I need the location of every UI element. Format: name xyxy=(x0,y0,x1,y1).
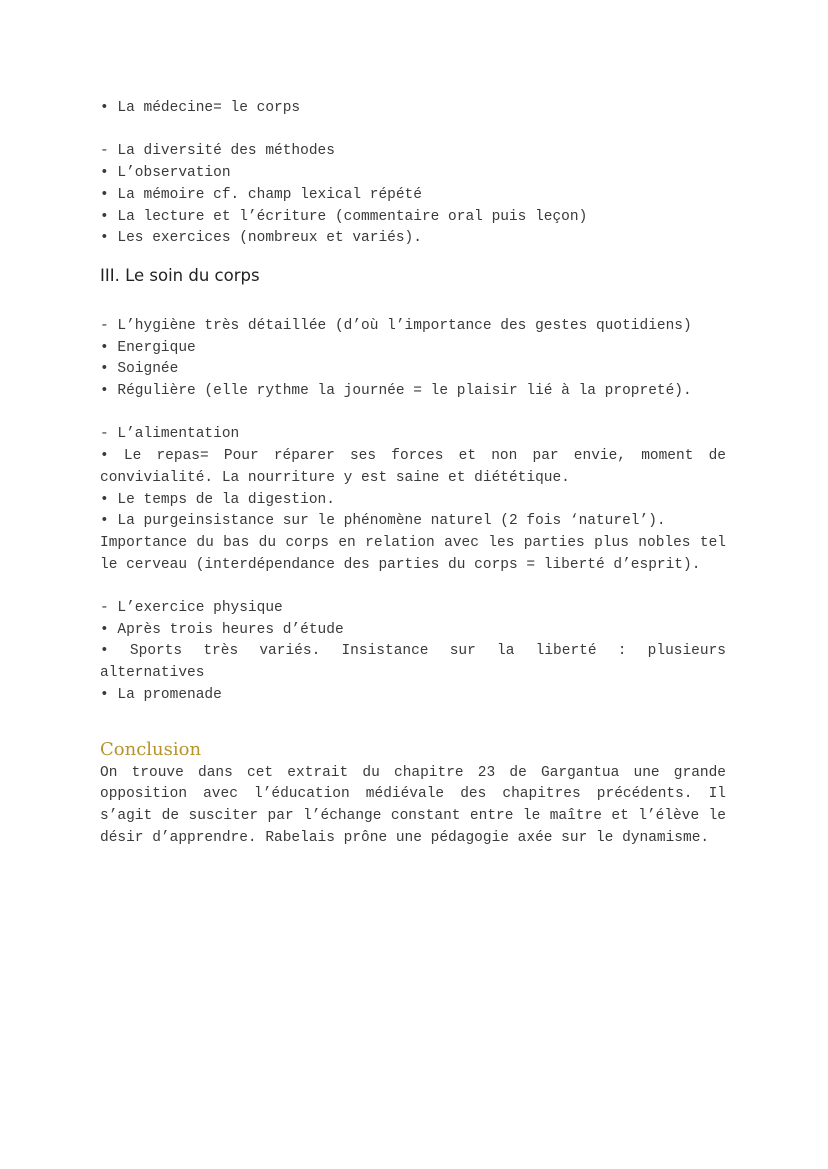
alimentation-block xyxy=(100,424,726,576)
section-title-soin-du-corps: III. Le soin du corps xyxy=(100,265,260,285)
conclusion-title: Conclusion xyxy=(100,738,202,760)
bullet-medecine: • La médecine= le corps xyxy=(100,100,301,116)
hygiene-item: • Energique xyxy=(100,339,196,356)
methods-item: • La lecture et l’écriture (commentaire oral puis leçon) xyxy=(100,208,588,225)
medicine-block xyxy=(100,98,726,120)
exercice-block xyxy=(100,598,726,707)
exercice-heading: - L’exercice physique xyxy=(100,600,283,617)
hygiene-heading: - L’hygiène très détaillée (d’où l’importance des gestes quotidiens) xyxy=(100,317,692,334)
exercice-item: • Sports très variés. Insistance sur la liberté : plusieurs alternatives xyxy=(100,643,726,682)
exercice-item: • La promenade xyxy=(100,686,222,703)
methods-block xyxy=(100,141,726,250)
spacer xyxy=(100,576,726,598)
conclusion-text: On trouve dans cet extrait du chapitre 23 de Gargantua une grande opposition avec l’éducation médiévale des chapitres précédents. Il s’agit de susciter par l’échange constant entre le maître et l’élève le désir d’apprendre. Rabelais prône une pédagogie axée sur le dynamisme. xyxy=(100,764,726,846)
methods-item: • La mémoire cf. champ lexical répété xyxy=(100,186,422,203)
document-page xyxy=(100,98,726,849)
conclusion-block xyxy=(100,763,726,850)
hygiene-block xyxy=(100,316,726,403)
spacer xyxy=(100,403,726,425)
spacer xyxy=(100,707,726,725)
spacer xyxy=(100,288,726,316)
alimentation-item: • La purgeinsistance sur le phénomène naturel (2 fois ‘naturel’). xyxy=(100,513,666,530)
spacer xyxy=(100,120,726,142)
alimentation-heading: - L’alimentation xyxy=(100,426,240,443)
alimentation-item: • Le repas= Pour réparer ses forces et non par envie, moment de convivialité. La nourriture y est saine et diététique. xyxy=(100,448,726,486)
alimentation-item: • Le temps de la digestion. xyxy=(100,491,335,508)
hygiene-item: • Soignée xyxy=(100,361,179,378)
methods-item: • Les exercices (nombreux et variés). xyxy=(100,230,422,247)
alimentation-paragraph: Importance du bas du corps en relation avec les parties plus nobles tel le cerveau (interdépendance des parties du corps = liberté d’esprit). xyxy=(100,534,726,573)
methods-heading: - La diversité des méthodes xyxy=(100,143,335,160)
exercice-item: • Après trois heures d’étude xyxy=(100,621,344,638)
hygiene-item: • Régulière (elle rythme la journée = le plaisir lié à la propreté). xyxy=(100,383,692,400)
methods-item: • L’observation xyxy=(100,165,231,182)
